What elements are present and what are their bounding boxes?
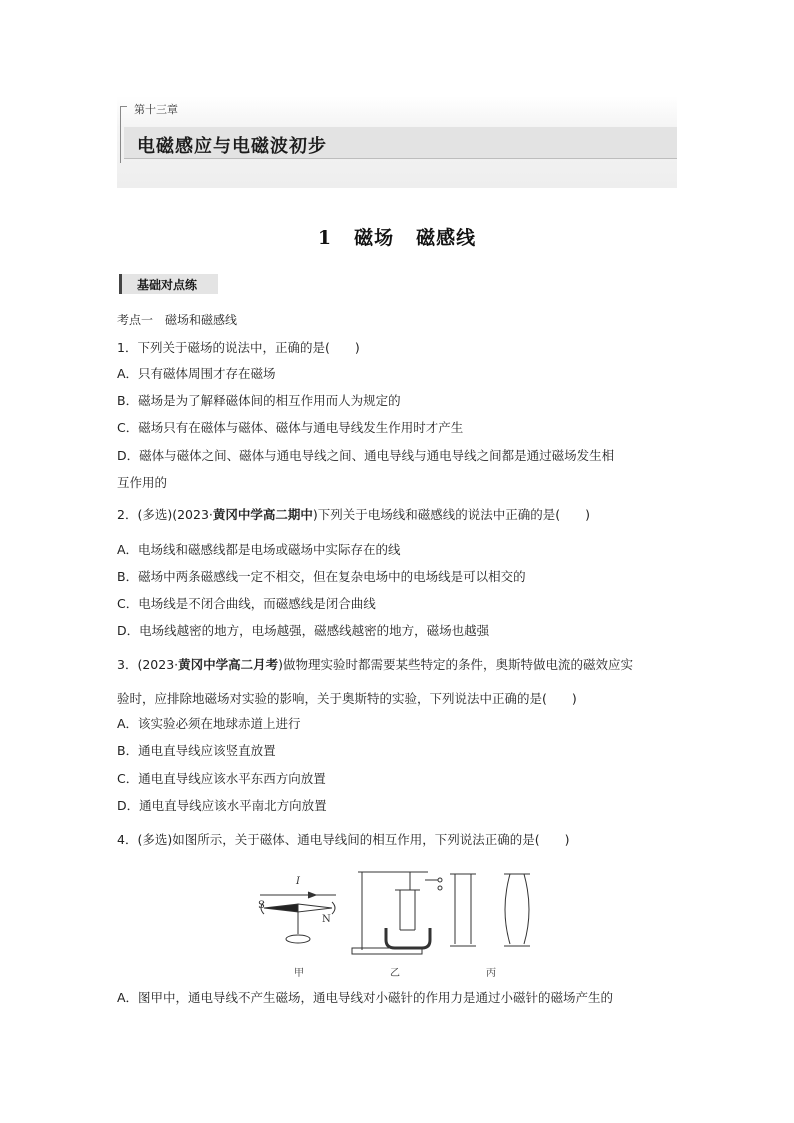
q3-option-d: D．通电直导线应该水平南北方向放置 xyxy=(117,798,327,813)
figure-bing-label: 丙 xyxy=(486,968,496,979)
q3-suffix: )做物理实验时都需要某些特定的条件，奥斯特做电流的磁效应实 xyxy=(278,657,634,672)
q3-stem-line1 xyxy=(117,655,633,673)
q4-stem: 4．(多选)如图所示，关于磁体、通电导线间的相互作用，下列说法正确的是( ) xyxy=(117,832,570,847)
figure-current-label: I xyxy=(296,876,300,887)
q3-stem-line2: 验时，应排除地磁场对实验的影响，关于奥斯特的实验，下列说法中正确的是( ) xyxy=(117,691,577,706)
q3-source: 黄冈中学高二月考 xyxy=(178,657,279,672)
q2-stem xyxy=(117,505,590,523)
q2-option-b: B．磁场中两条磁感线一定不相交，但在复杂电场中的电场线是可以相交的 xyxy=(117,569,526,584)
chapter-label: 第十三章 xyxy=(134,103,178,116)
q3-option-c: C．通电直导线应该水平东西方向放置 xyxy=(117,771,326,786)
q2-prefix: 2．(多选)(2023· xyxy=(117,507,213,522)
lesson-title-a: 磁场 xyxy=(354,227,395,249)
q1-option-d-line2: 互作用的 xyxy=(117,475,168,490)
lesson-title xyxy=(0,223,794,250)
q4-figure xyxy=(250,862,550,978)
lesson-number: 1 xyxy=(317,227,333,249)
q1-stem: 1．下列关于磁场的说法中，正确的是( ) xyxy=(117,340,360,355)
figure-yi-label: 乙 xyxy=(390,968,400,979)
lesson-title-b: 磁感线 xyxy=(416,227,477,249)
q2-source: 黄冈中学高二期中 xyxy=(212,507,313,522)
q4-option-a: A．图甲中，通电导线不产生磁场，通电导线对小磁针的作用力是通过小磁针的磁场产生的 xyxy=(117,990,614,1005)
figure-s-label: S xyxy=(258,900,265,911)
q2-option-a: A．电场线和磁感线都是电场或磁场中实际存在的线 xyxy=(117,542,401,557)
q2-option-c: C．电场线是不闭合曲线，而磁感线是闭合曲线 xyxy=(117,596,376,611)
figure-jia-drawing xyxy=(250,862,550,962)
figure-yi xyxy=(352,872,442,954)
q1-option-c: C．磁场只有在磁体与磁体、磁体与通电导线发生作用时才产生 xyxy=(117,420,464,435)
chapter-title: 电磁感应与电磁波初步 xyxy=(137,136,327,157)
section-tag-label: 基础对点练 xyxy=(137,278,198,292)
section-tag xyxy=(119,274,218,294)
q3-option-a: A．该实验必须在地球赤道上进行 xyxy=(117,716,301,731)
figure-jia-label: 甲 xyxy=(294,968,304,979)
q2-option-d: D．电场线越密的地方，电场越强，磁感线越密的地方，磁场也越强 xyxy=(117,623,490,638)
q1-option-a: A．只有磁体周围才存在磁场 xyxy=(117,366,276,381)
q2-suffix: )下列关于电场线和磁感线的说法中正确的是( ) xyxy=(312,507,591,522)
figure-bing xyxy=(450,874,530,946)
q1-option-b: B．磁场是为了解释磁体间的相互作用而人为规定的 xyxy=(117,393,401,408)
q1-option-d-line1: D．磁体与磁体之间、磁体与通电导线之间、通电导线与通电导线之间都是通过磁场发生相 xyxy=(117,448,615,463)
q3-prefix: 3．(2023· xyxy=(117,657,179,672)
topic-heading: 考点一 磁场和磁感线 xyxy=(117,313,238,327)
q3-option-b: B．通电直导线应该竖直放置 xyxy=(117,743,276,758)
figure-n-label: N xyxy=(322,914,331,925)
